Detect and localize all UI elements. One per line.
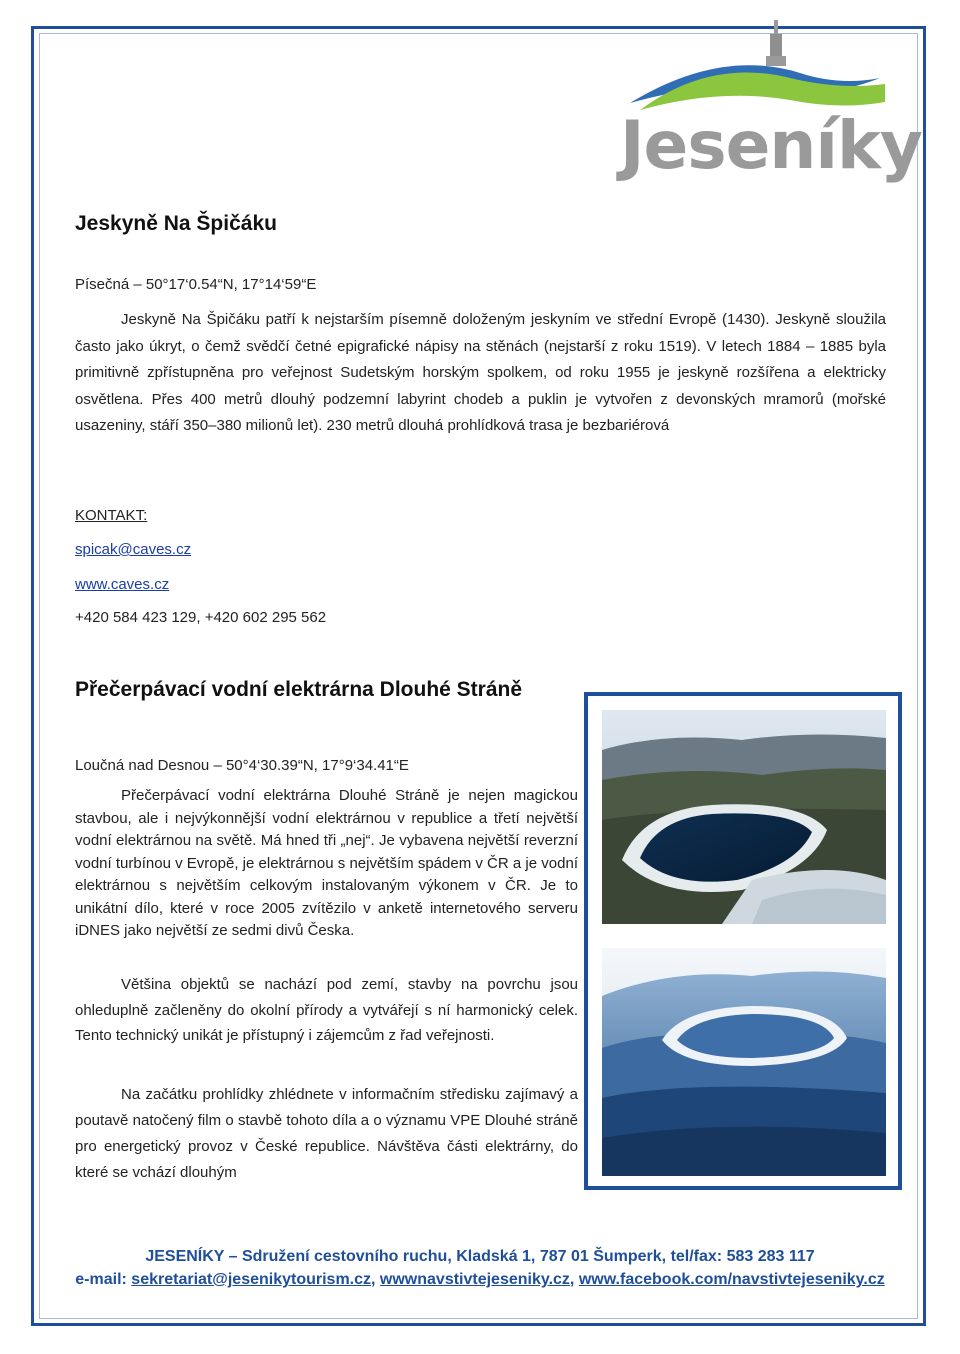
powerplant-coordinates: Loučná nad Desnou – 50°4‘30.39“N, 17°9‘34.41“E	[75, 757, 409, 774]
powerplant-paragraph-3: Na začátku prohlídky zhlédnete v informačním středisku zajímavý a poutavě natočený film o stavbě tohoto díla a o významu VPE Dlouhé stráně pro energetický provoz v České republice. Návštěva části elektrárny, do které se vchází dlouhým	[75, 1086, 578, 1181]
cave-coordinates: Písečná – 50°17‘0.54“N, 17°14‘59“E	[75, 276, 317, 293]
contact-label: KONTAKT:	[75, 507, 148, 524]
powerplant-title: Přečerpávací vodní elektrárna Dlouhé Stráně	[75, 678, 523, 701]
footer-address: JESENÍKY – Sdružení cestovního ruchu, Kladská 1, 787 01 Šumperk, tel/fax: 583 283 117	[145, 1248, 815, 1265]
footer-site-link[interactable]: wwwnavstivtejeseniky.cz	[379, 1271, 570, 1288]
cave-description: Jeskyně Na Špičáku patří k nejstarším písemně doloženým jeskyním ve střední Evropě (1430). Jeskyně sloužila často jako úkryt, o čemž svědčí četné epigrafické nápisy na stěnách (nejstarší z roku 1519). V letech 1884 – 1885 byla primitivně zpřístupněna pro veřejnost Sudetským horským spolkem, od roku 1955 je jeskyně rozšířena a elektricky osvětlena. Přes 400 metrů dlouhý podzemní labyrint chodeb a puklin je vytvořen z devonských mramorů (mořské usazeniny, stáří 350–380 milionů let). 230 metrů dlouhá prohlídková trasa je bezbariérová	[75, 311, 886, 434]
footer-email-link[interactable]: sekretariat@jesenikytourism.cz	[131, 1271, 372, 1288]
powerplant-paragraph-2: Většina objektů se nachází pod zemí, stavby na povrchu jsou ohleduplně začleněny do okolní přírody a vytvářejí s ní harmonický celek. Tento technický unikát je přístupný i zájemcům z řad veřejnosti.	[75, 976, 578, 1044]
cave-web-link[interactable]: www.caves.cz	[75, 576, 170, 593]
reservoir-aerial-photo	[602, 710, 886, 924]
footer-facebook-link[interactable]: www.facebook.com/navstivtejeseniky.cz	[578, 1271, 885, 1288]
logo-text: Jeseníky	[620, 107, 922, 184]
cave-phone: +420 584 423 129, +420 602 295 562	[75, 609, 327, 626]
jeseniky-logo	[600, 18, 922, 188]
footer-sep-2: ,	[569, 1271, 579, 1288]
powerplant-paragraph-1: Přečerpávací vodní elektrárna Dlouhé Stráně je nejen magickou stavbou, ale i nejvýkonnější vodní elektrárnou v republice a třetí největší vodní elektrárnou na světě. Má hned tři „nej“. Je vybavena největší reverzní vodní turbínou v Evropě, je elektrárnou s největším spádem v ČR a je vodní elektrárnou s největším celkovým instalovaným výkonem v ČR. Je to unikátní dílo, které v roce 2005 zvítězilo v anketě internetového serveru iDNES jako největší ze sedmi divů Česka.	[75, 787, 578, 939]
photo-frame	[584, 692, 902, 1190]
footer-sep-1: ,	[371, 1271, 380, 1288]
footer-links	[0, 1271, 960, 1289]
reservoir-winter-photo	[602, 948, 886, 1176]
cave-title: Jeskyně Na Špičáku	[75, 212, 277, 235]
footer-email-prefix: e-mail:	[75, 1271, 132, 1288]
cave-email-link[interactable]: spicak@caves.cz	[75, 541, 192, 558]
